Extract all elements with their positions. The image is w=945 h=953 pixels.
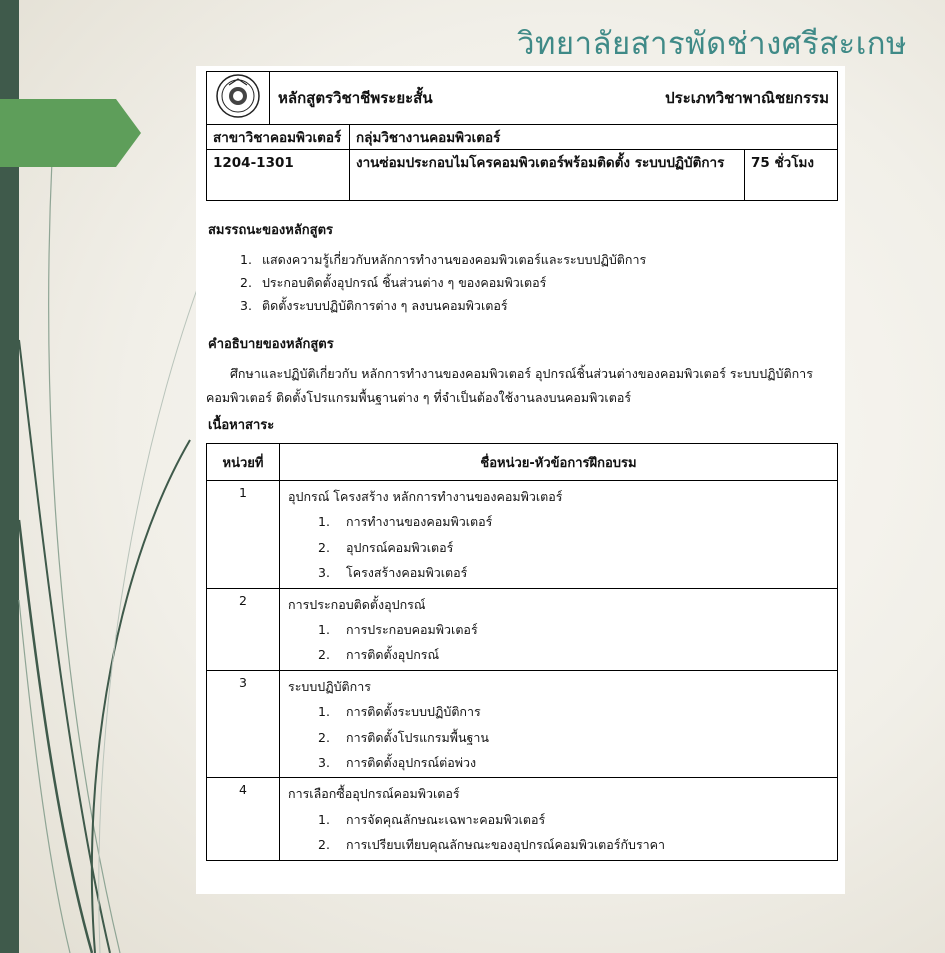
units-table [206, 443, 838, 861]
sub-item: 1. การทำงานของคอมพิวเตอร์ [318, 514, 493, 530]
content-heading: เนื้อหาสาระ [208, 418, 275, 433]
description-heading: คำอธิบายของหลักสูตร [208, 337, 334, 352]
competency-list [240, 248, 838, 317]
document-page [196, 66, 845, 894]
group-cell: กลุ่มวิชางานคอมพิวเตอร์ [350, 125, 838, 150]
unit-title: ระบบปฏิบัติการ [288, 678, 371, 694]
list-item: 1. แสดงความรู้เกี่ยวกับหลักการทำงานของคอมพิวเตอร์และระบบปฏิบัติการ [240, 252, 647, 267]
sub-item: 2. อุปกรณ์คอมพิวเตอร์ [318, 539, 454, 555]
sub-item: 2. การติดตั้งอุปกรณ์ [318, 647, 440, 663]
course-category: ประเภทวิชาพาณิชยกรรม [665, 89, 829, 107]
course-hours: 75 ชั่วโมง [745, 150, 838, 201]
sub-item: 3. การติดตั้งอุปกรณ์ต่อพ่วง [318, 755, 477, 771]
list-item: 2. ประกอบติดตั้งอุปกรณ์ ชิ้นส่วนต่าง ๆ ของคอมพิวเตอร์ [240, 275, 547, 290]
sub-item: 2. การเปรียบเทียบคุณลักษณะของอุปกรณ์คอมพิวเตอร์กับราคา [318, 837, 666, 853]
list-item: 3. ติดตั้งระบบปฏิบัติการต่าง ๆ ลงบนคอมพิวเตอร์ [240, 298, 508, 313]
table-row: 1 อุปกรณ์ โครงสร้าง หลักการทำงานของคอมพิวเตอร์ 1. การทำงานของคอมพิวเตอร์ 2. อุปกรณ์คอมพิวเตอร์ 3. โครงสร้างคอมพิวเตอร์ [207, 481, 838, 589]
course-name: งานซ่อมประกอบไมโครคอมพิวเตอร์พร้อมติดตั้ง ระบบปฏิบัติการ [350, 150, 745, 201]
unit-title: อุปกรณ์ โครงสร้าง หลักการทำงานของคอมพิวเตอร์ [288, 489, 563, 504]
unit-title: การประกอบติดตั้งอุปกรณ์ [288, 596, 426, 612]
arrow-shape [0, 99, 141, 167]
col-unit-header: หน่วยที่ [207, 444, 280, 481]
sub-item: 1. การประกอบคอมพิวเตอร์ [318, 622, 478, 638]
branch-cell: สาขาวิชาคอมพิวเตอร์ [207, 125, 350, 150]
table-row: 2 การประกอบติดตั้งอุปกรณ์ 1. การประกอบคอมพิวเตอร์ 2. การติดตั้งอุปกรณ์ [207, 588, 838, 670]
seal-icon [215, 73, 261, 119]
col-topic-header: ชื่อหน่วย-หัวข้อการฝึกอบรม [280, 444, 838, 481]
seal-logo [207, 72, 270, 125]
course-type: หลักสูตรวิชาชีพระยะสั้น [278, 89, 433, 107]
table-row: 4 การเลือกซื้ออุปกรณ์คอมพิวเตอร์ 1. การจัดคุณลักษณะเฉพาะคอมพิวเตอร์ 2. การเปรียบเทียบคุณลักษณะของอุปกรณ์คอมพิวเตอร์กับราคา [207, 778, 838, 860]
table-row: 3 ระบบปฏิบัติการ 1. การติดตั้งระบบปฏิบัติการ 2. การติดตั้งโปรแกรมพื้นฐาน 3. การติดตั้งอุปกรณ์ต่อพ่วง [207, 670, 838, 778]
slide-title: วิทยาลัยสารพัดช่างศรีสะเกษ [517, 26, 907, 62]
sub-item: 2. การติดตั้งโปรแกรมพื้นฐาน [318, 729, 489, 745]
description-text: ศึกษาและปฏิบัติเกี่ยวกับ หลักการทำงานของคอมพิวเตอร์ อุปกรณ์ชิ้นส่วนต่างของคอมพิวเตอร์ ระบบปฏิบัติการคอมพิวเตอร์ ติดตั้งโปรแกรมพื้นฐานต่าง ๆ ที่จำเป็นต้องใช้งานลงบนคอมพิวเตอร์ [206, 366, 813, 405]
unit-title: การเลือกซื้ออุปกรณ์คอมพิวเตอร์ [288, 786, 460, 802]
competency-heading: สมรรถนะของหลักสูตร [208, 223, 334, 238]
sub-item: 3. โครงสร้างคอมพิวเตอร์ [318, 565, 468, 581]
sub-item: 1. การจัดคุณลักษณะเฉพาะคอมพิวเตอร์ [318, 811, 546, 827]
course-code: 1204-1301 [207, 150, 350, 201]
sub-item: 1. การติดตั้งระบบปฏิบัติการ [318, 704, 481, 720]
course-header-table [206, 71, 838, 201]
